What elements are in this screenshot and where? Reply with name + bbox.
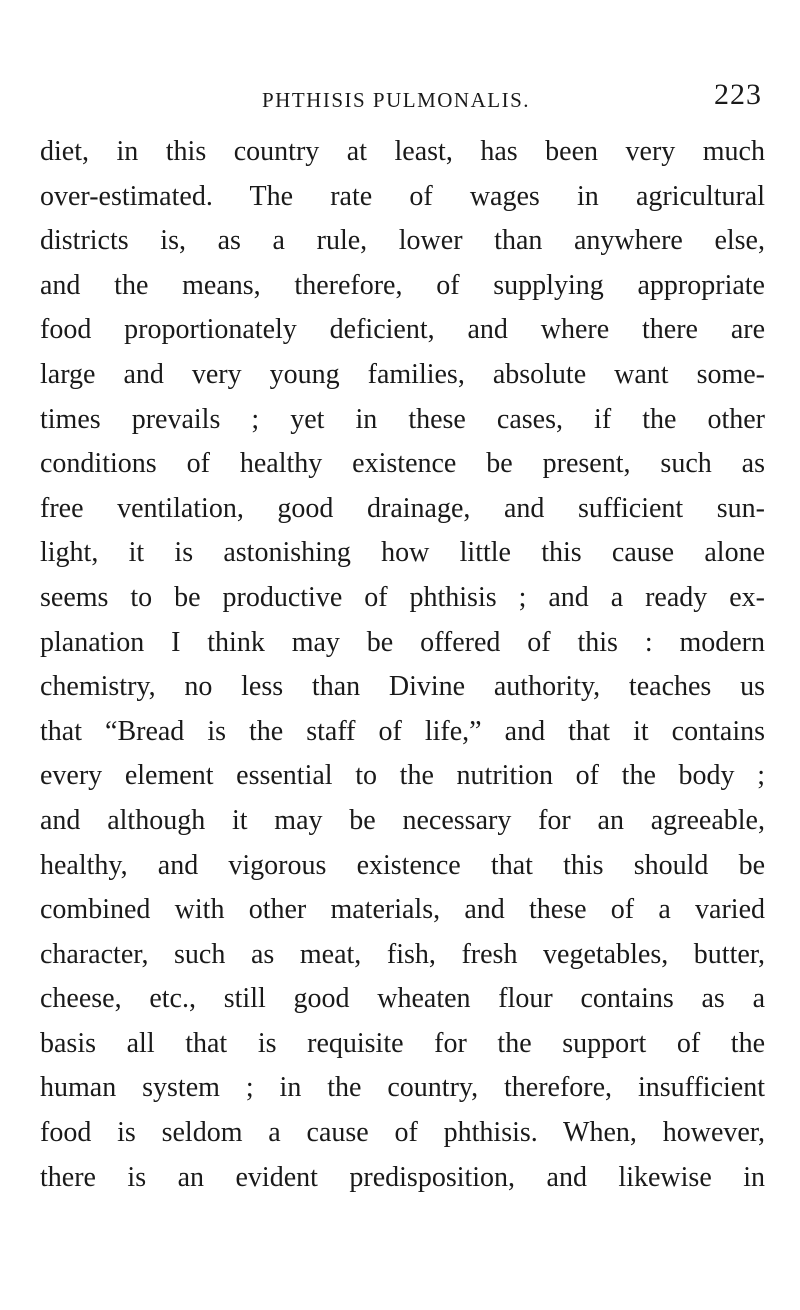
running-head — [36, 78, 762, 118]
body-paragraph — [40, 130, 765, 1200]
text-line: every element essential to the nutrition of the body ; — [40, 760, 765, 792]
text-line: seems to be productive of phthisis ; and a ready ex- — [40, 581, 765, 613]
text-line: and although it may be necessary for an agreeable, — [40, 804, 765, 836]
running-title: PHTHISIS PULMONALIS. — [261, 88, 531, 112]
text-line: large and very young families, absolute want some- — [40, 358, 765, 390]
text-line: diet, in this country at least, has been very much — [40, 136, 765, 167]
text-line: character, such as meat, fish, fresh vegetables, butter, — [40, 938, 765, 970]
text-line: over-estimated. The rate of wages in agricultural — [40, 180, 765, 212]
text-line: that “Bread is the staff of life,” and that it contains — [40, 715, 765, 747]
text-line: basis all that is requisite for the support of the — [40, 1027, 765, 1059]
text-line: human system ; in the country, therefore, insufficient — [40, 1072, 765, 1104]
text-line: food is seldom a cause of phthisis. When, however, — [40, 1117, 765, 1149]
text-line: there is an evident predisposition, and likewise in — [40, 1161, 765, 1193]
text-line: light, it is astonishing how little this cause alone — [40, 537, 765, 569]
text-line: healthy, and vigorous existence that this should be — [40, 849, 765, 881]
text-line: combined with other materials, and these of a varied — [40, 894, 765, 926]
text-line: chemistry, no less than Divine authority, teaches us — [40, 671, 765, 703]
text-line: planation I think may be offered of this : modern — [40, 626, 765, 658]
text-line: times prevails ; yet in these cases, if the other — [40, 403, 765, 435]
text-line: districts is, as a rule, lower than anywhere else, — [40, 225, 765, 257]
text-line: and the means, therefore, of supplying appropriate — [40, 269, 765, 301]
text-line: food proportionately deficient, and where there are — [40, 314, 765, 346]
text-line: cheese, etc., still good wheaten flour contains as a — [40, 983, 765, 1015]
text-line: conditions of healthy existence be present, such as — [40, 448, 765, 480]
page-number: 223 — [714, 78, 762, 111]
text-line: free ventilation, good drainage, and sufficient sun- — [40, 492, 765, 524]
